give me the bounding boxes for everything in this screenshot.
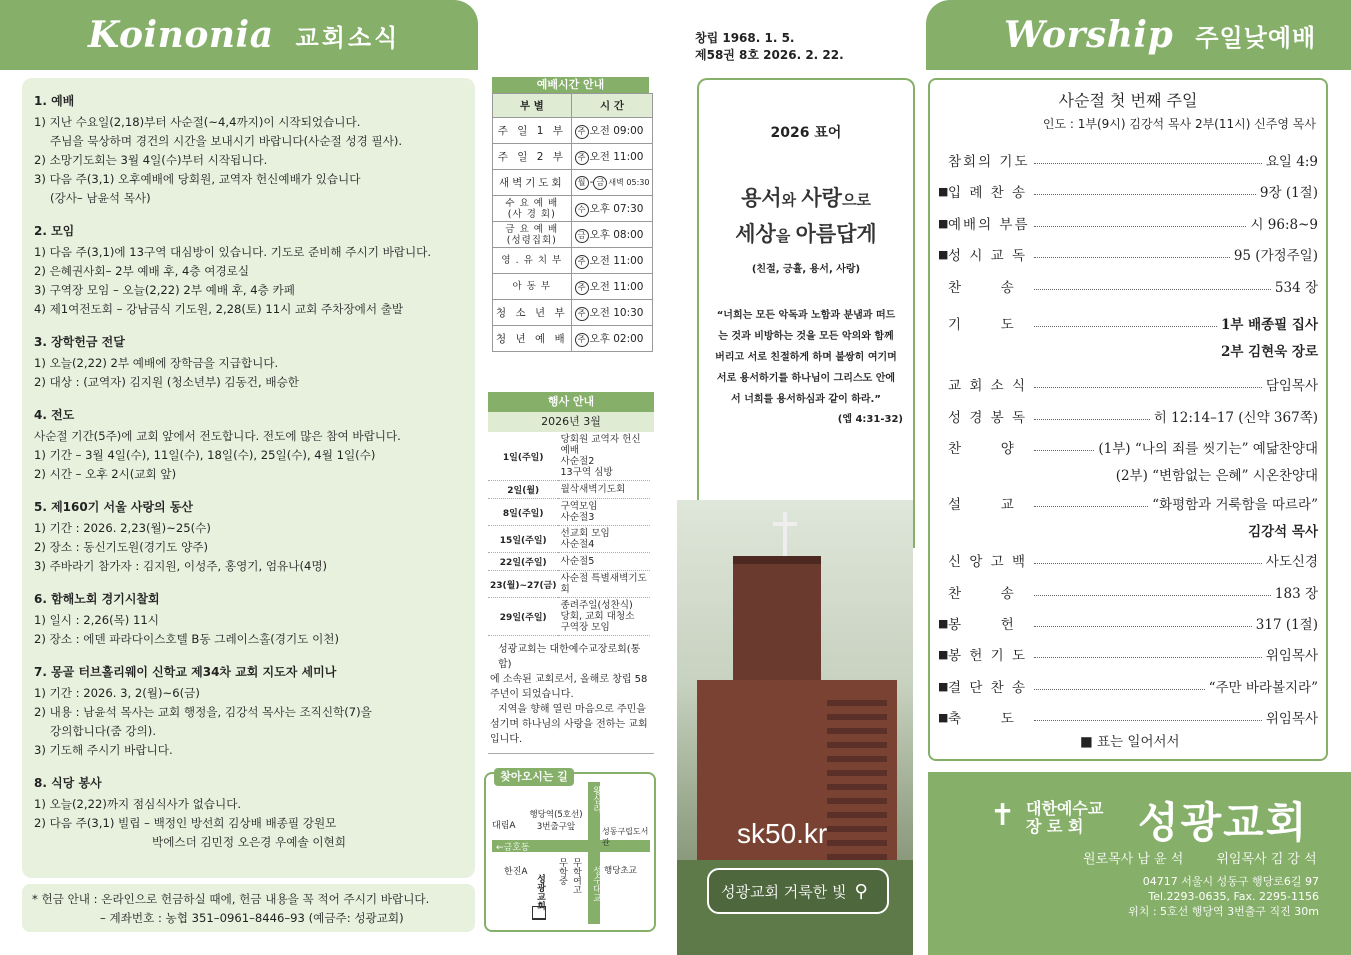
schedule-time: 오전 10:30 (589, 306, 644, 319)
schedule-time: 오후 08:00 (589, 228, 644, 241)
schedule-time-cell (571, 326, 653, 352)
worship-value: 317 (1절) (1255, 617, 1318, 633)
offering-notice (22, 884, 475, 932)
offering-line: * 헌금 안내 : 온라인으로 헌금하실 때에, 헌금 내용을 꼭 적어 주시기 바랍니다. (32, 892, 430, 906)
worship-label: 입 례 찬 송 (948, 185, 1028, 201)
schedule-col-time: 시 간 (571, 94, 653, 118)
koinonia-brand: Koinonia (88, 14, 274, 56)
stand-mark-icon: ■ (938, 616, 949, 630)
map-label-muhak-hs: 무학여고 (571, 858, 581, 894)
map-box (484, 772, 656, 932)
motto-word-love: 사랑 (801, 186, 842, 210)
day-circle-icon: 주 (575, 255, 589, 269)
worship-value: 9장 (1절) (1259, 185, 1318, 201)
worship-value: 위임목사 (1265, 711, 1318, 727)
notice-line: 박에스더 김민정 오은경 우예솔 이현희 (152, 835, 346, 849)
dot-leader (1034, 682, 1205, 690)
worship-row-cont (938, 464, 1318, 484)
search-icon: ⚲ (854, 880, 868, 902)
dot-leader (1034, 499, 1148, 507)
worship-value: 히 12:14–17 (신약 367쪽) (1153, 410, 1318, 426)
dot-leader (1034, 412, 1150, 420)
worship-value: “화평함과 거룩함을 따르라” (1152, 497, 1318, 513)
map-label-station: 행당역(5호선) 3번출구앞 (529, 810, 583, 832)
event-date: 2일(월) (488, 481, 558, 499)
dot-leader (1034, 319, 1217, 327)
worship-row (938, 707, 1318, 727)
day-circle-icon: 주 (575, 125, 589, 139)
schedule-row (493, 326, 653, 352)
church-marker-icon (532, 906, 546, 920)
worship-row (938, 493, 1318, 513)
worship-value: (1부) “나의 죄를 씻기는” 예닮찬양대 (1098, 441, 1318, 457)
notice-line: 1) 지난 수요일(2,18)부터 사순절(~4,4까지)이 시작되었습니다. (34, 115, 361, 129)
event-date: 22일(주일) (488, 553, 558, 571)
events-note-line: 주년이 되었습니다. (490, 689, 574, 700)
notice-line: 1) 기간 : 2026. 3, 2(월)~6(금) (34, 686, 200, 700)
worship-value-2: 2부 김현욱 장로 (1220, 344, 1318, 360)
events-note (488, 642, 654, 754)
schedule-time: 오후 02:00 (589, 332, 644, 345)
notice-line: 1) 오늘(2,22)까지 점심식사가 없습니다. (34, 797, 242, 811)
notice-section (34, 774, 463, 852)
koinonia-header (0, 0, 478, 70)
worship-order (928, 78, 1328, 761)
address (1128, 874, 1319, 919)
event-date: 8일(주일) (488, 499, 558, 526)
worship-row-cont (938, 520, 1318, 540)
event-item: 사순절5 (560, 556, 595, 567)
schedule-row (493, 118, 653, 144)
motto-verse-ref: (엡 4:31-32) (837, 414, 903, 425)
worship-header (926, 0, 1351, 70)
motto-line-2 (699, 218, 913, 248)
day-circle-icon: 주 (575, 281, 589, 295)
worship-row (938, 313, 1318, 333)
offering-account: – 계좌번호 : 농협 351–0961–8446–93 (예금주: 성광교회) (100, 911, 404, 925)
event-item: 당회, 교회 대청소 (560, 611, 635, 622)
schedule-name: 청 년 예 배 (493, 326, 572, 352)
motto-frame (697, 78, 915, 548)
worship-row (938, 406, 1318, 426)
address-line-1: 04717 서울시 성동구 행당로6길 97 (1142, 875, 1319, 888)
notice-title: 8. 식당 봉사 (34, 776, 102, 790)
worship-label: 축 도 (948, 711, 1016, 727)
events-note-line: 입니다. (490, 734, 523, 745)
notice-line: 2) 은혜권사회– 2부 예배 후, 4층 여경로실 (34, 264, 250, 278)
dot-leader (1034, 380, 1262, 388)
map-label-library: 성동구립도서관 (602, 827, 649, 847)
event-row (488, 553, 650, 571)
event-item: 종려주일(성찬식) (560, 600, 633, 611)
events-month: 2026년 3월 (488, 412, 654, 432)
events-note-line: 에 소속된 교회로서, 올해로 창립 58 (490, 674, 648, 685)
event-row (488, 481, 650, 499)
schedule-time-cell (571, 274, 653, 300)
schedule-time-cell (571, 196, 653, 222)
event-items (558, 526, 650, 553)
worship-value: 95 (가정주일) (1233, 248, 1318, 264)
event-items (558, 571, 650, 598)
stand-mark-icon: ■ (938, 647, 949, 661)
worship-label: 신 앙 고 백 (948, 554, 1028, 570)
notice-section (34, 406, 463, 484)
map-label-daerim: 대림A (492, 821, 516, 831)
event-row (488, 526, 650, 553)
schedule-row (493, 170, 653, 196)
church-photo (677, 500, 913, 955)
cross-icon-bar (773, 522, 797, 526)
issue-number: 제58권 8호 2026. 2. 22. (695, 48, 844, 62)
event-item: 사순절3 (560, 512, 595, 523)
schedule-col-name: 부 별 (493, 94, 572, 118)
founding-info (695, 30, 844, 64)
worship-value: 1부 배종필 집사 (1220, 317, 1318, 333)
worship-row (938, 582, 1318, 602)
events-title: 행사 안내 (488, 392, 654, 412)
notice-section (34, 222, 463, 319)
worship-label: 교 회 소 식 (948, 378, 1028, 394)
notice-title: 2. 모임 (34, 224, 75, 238)
schedule-time-cell (571, 170, 653, 196)
stand-mark-icon: ■ (938, 247, 949, 261)
dot-leader (1034, 713, 1262, 721)
event-item: 13구역 심방 (560, 467, 613, 478)
dot-leader (1034, 588, 1271, 596)
day-circle-icon: 수 (575, 203, 589, 217)
stand-note: ■ 표는 일어서서 (1080, 734, 1180, 750)
schedule-row (493, 248, 653, 274)
map-label-muhak-ms: 무학중 (557, 858, 567, 885)
notice-line: 1) 오늘(2,22) 2부 예배에 장학금을 지급합니다. (34, 356, 279, 370)
motto-word-beautiful: 아름답게 (795, 222, 877, 246)
schedule-time-cell (571, 118, 653, 144)
event-item: 당회원 교역자 헌신예배 (560, 434, 641, 456)
notice-section (34, 590, 463, 649)
event-row (488, 598, 650, 636)
motto-sub: (친절, 긍휼, 용서, 사랑) (751, 264, 861, 275)
cross-icon (783, 512, 787, 556)
pastors: 원로목사 남 윤 석 위임목사 김 강 석 (1083, 852, 1317, 867)
schedule-row (493, 274, 653, 300)
schedule-table (492, 93, 653, 352)
schedule-time-cell (571, 248, 653, 274)
schedule-time-cell (571, 222, 653, 248)
event-item: 사순절4 (560, 539, 595, 550)
worship-label: 봉 헌 기 도 (948, 648, 1028, 664)
schedule-row (493, 196, 653, 222)
notice-title: 1. 예배 (34, 94, 75, 108)
map-title: 찾아오시는 길 (494, 768, 574, 786)
worship-schedule (492, 77, 652, 352)
worship-value: “주만 바라볼지라” (1208, 680, 1318, 696)
event-item: 사순절2 (560, 456, 595, 467)
notice-line: 2) 대상 : (교역자) 김지원 (청소년부) 김동건, 배승한 (34, 375, 299, 389)
worship-row (938, 213, 1318, 233)
denomination-line-2: 장 로 회 (1026, 817, 1084, 836)
founded-date: 창립 1968. 1. 5. (695, 31, 795, 45)
event-item: 월삭새벽기도회 (560, 484, 626, 495)
notice-title: 7. 몽골 터브홀리웨이 신학교 제34차 교회 지도자 세미나 (34, 665, 337, 679)
schedule-row (493, 144, 653, 170)
schedule-name: 청 소 년 부 (493, 300, 572, 326)
address-line-3: 위치 : 5호선 행당역 3번출구 직진 30m (1128, 905, 1319, 918)
notice-line: 3) 주바라기 참가자 : 김지원, 이성주, 홍영기, 엄유나(4명) (34, 559, 328, 573)
notice-line: 3) 구역장 모임 – 오늘(2,22) 2부 예배 후, 4층 카페 (34, 283, 295, 297)
map-label-hanjin: 한진A (504, 867, 528, 877)
day-circle-icon: 주 (575, 151, 589, 165)
worship-row (938, 437, 1318, 457)
event-item: 사순절 특별새벽기도회 (560, 573, 647, 595)
notice-title: 6. 함해노회 경기시찰회 (34, 592, 160, 606)
dot-leader (1034, 619, 1252, 627)
schedule-time-cell (571, 144, 653, 170)
event-items (558, 598, 650, 636)
worship-value: 183 장 (1274, 586, 1318, 602)
worship-value: 담임목사 (1265, 378, 1318, 394)
stand-mark-icon: ■ (938, 216, 949, 230)
event-date: 23(월)~27(금) (488, 571, 558, 598)
notice-line: 1) 기간 – 3월 4일(수), 11일(수), 18일(수), 25일(수), 4월 1일(수) (34, 448, 376, 462)
event-date: 29일(주일) (488, 598, 558, 636)
notice-line: 강의합니다(줌 강의). (50, 724, 157, 738)
notice-line: 2) 장소 : 동신기도원(경기도 양주) (34, 540, 208, 554)
motto-particle: 으로 (841, 191, 871, 209)
worship-label: 찬 양 (948, 441, 1016, 457)
day-circle-icon: 주 (575, 333, 589, 347)
notice-line: 2) 내용 : 남윤석 목사는 교회 행정을, 김강석 목사는 조직신학(7)을 (34, 705, 372, 719)
notice-line: 4) 제1여전도회 – 강남금식 기도원, 2,28(토) 11시 교회 주차장에서 출발 (34, 302, 404, 316)
dash: - (589, 175, 594, 188)
site-domain: sk50.kr (737, 818, 828, 849)
stand-mark-icon: ■ (938, 710, 949, 724)
worship-value-2: (2부) “변함없는 은혜” 시온찬양대 (1115, 468, 1318, 484)
map-label-geumho: ←금호동 (496, 843, 530, 853)
worship-row (938, 150, 1318, 170)
day-circle-icon: 주 (575, 307, 589, 321)
worship-row (938, 613, 1318, 633)
schedule-time: 오전 11:00 (589, 150, 644, 163)
notice-line: 사순절 기간(5주)에 교회 앞에서 전도합니다. 전도에 많은 참여 바랍니다. (34, 429, 401, 443)
notice-line: 2) 장소 : 에덴 파라다이스호텔 B동 그레이스홀(경기도 이천) (34, 632, 339, 646)
worship-row (938, 550, 1318, 570)
denomination-line-1: 대한예수교 (1026, 799, 1104, 818)
church-footer (928, 772, 1351, 955)
motto-word-forgive: 용서 (741, 186, 782, 210)
event-items (558, 481, 650, 499)
worship-row-cont (938, 340, 1318, 360)
map-label-seongsu: 성수대교 (591, 866, 601, 902)
event-item: 구역장 모임 (560, 622, 610, 633)
event-item: 구역모임 (560, 501, 598, 512)
notice-section (34, 92, 463, 208)
worship-label: 찬 송 (948, 586, 1016, 602)
schedule-time: 오후 07:30 (589, 202, 644, 215)
search-box[interactable] (707, 868, 889, 914)
schedule-name: 아 동 부 (493, 274, 572, 300)
notice-line: 1) 기간 : 2026. 2,23(월)~25(수) (34, 521, 211, 535)
worship-label: 참회의 기도 (948, 154, 1030, 170)
schedule-name: 주 일 2 부 (493, 144, 572, 170)
worship-value: 시 96:8~9 (1250, 217, 1318, 233)
dot-leader (1034, 219, 1246, 227)
dot-leader (1034, 282, 1271, 290)
events-table (488, 432, 650, 636)
dot-leader (1034, 250, 1230, 258)
event-items (558, 499, 650, 526)
motto-line-1 (699, 182, 913, 212)
worship-row (938, 181, 1318, 201)
denomination (1026, 800, 1103, 836)
worship-value: 요일 4:9 (1265, 154, 1318, 170)
events (488, 392, 654, 754)
motto-particle: 와 (781, 191, 802, 209)
worship-label: 기 도 (948, 317, 1016, 333)
worship-brand: Worship (1004, 14, 1174, 56)
schedule-time-cell (571, 300, 653, 326)
worship-label: 봉 헌 (948, 617, 1016, 633)
motto-word-world: 세상 (735, 222, 776, 246)
worship-row (938, 276, 1318, 296)
notice-title: 4. 전도 (34, 408, 75, 422)
day-circle-icon: 금 (575, 229, 589, 243)
events-note-line: 섬기며 하나님의 사랑을 전하는 교회 (490, 719, 648, 730)
worship-leaders: 인도 : 1부(9시) 김강석 목사 2부(11시) 신주영 목사 (1042, 117, 1316, 131)
church-name: 성광교회 (1138, 798, 1309, 847)
schedule-name: 주 일 1 부 (493, 118, 572, 144)
notice-section (34, 663, 463, 760)
notice-line: 1) 다음 주(3,1)에 13구역 대심방이 있습니다. 기도로 준비해 주시기 바랍니다. (34, 245, 432, 259)
day-circle-icon: 월 (575, 176, 589, 190)
events-note-line: 지역을 향해 열린 마음으로 주민을 (498, 704, 646, 715)
worship-label: 성 시 교 독 (948, 248, 1028, 264)
search-text: 성광교회 거룩한 빛 (721, 882, 847, 901)
events-note-line: 성광교회는 대한예수교장로회(통합) (498, 644, 641, 670)
map-label-church: 성광교회 (535, 874, 545, 910)
schedule-name: 수 요 예 배 (사 경 회) (493, 196, 572, 222)
worship-label: 찬 송 (948, 280, 1016, 296)
event-items (558, 432, 650, 481)
worship-subtitle: 사순절 첫 번째 주일 (1058, 91, 1198, 110)
schedule-time: 오전 11:00 (589, 280, 644, 293)
schedule-time: 오전 11:00 (589, 254, 644, 267)
notice-line: 2) 다음 주(3,1) 빌립 – 백정인 방선희 김상배 배종필 강원모 (34, 816, 337, 830)
worship-value-2: 김강석 목사 (1248, 524, 1318, 540)
worship-row (938, 374, 1318, 394)
notice-line: (강사– 남윤석 목사) (50, 191, 151, 205)
notice-line: 3) 다음 주(3,1) 오후예배에 당회원, 교역자 헌신예배가 있습니다 (34, 172, 361, 186)
schedule-time: 새벽 05:30 (608, 177, 650, 187)
stand-mark-icon: ■ (938, 679, 949, 693)
schedule-row (493, 300, 653, 326)
notices-panel (22, 78, 475, 878)
schedule-name: 영 . 유 치 부 (493, 248, 572, 274)
worship-row (938, 644, 1318, 664)
schedule-row (493, 222, 653, 248)
dot-leader (1034, 443, 1094, 451)
worship-title: 주일낮예배 (1195, 23, 1317, 52)
schedule-name: 새벽기도회 (493, 170, 572, 196)
worship-value: 위임목사 (1265, 648, 1318, 664)
worship-label: 결 단 찬 송 (948, 680, 1028, 696)
event-date: 1일(주일) (488, 432, 558, 481)
stand-mark-icon: ■ (938, 184, 949, 198)
worship-row (938, 676, 1318, 696)
koinonia-title: 교회소식 (295, 23, 401, 52)
dot-leader (1034, 187, 1256, 195)
map-label-school: 행당초교 (604, 866, 637, 876)
notice-section (34, 498, 463, 576)
worship-value: 사도신경 (1265, 554, 1318, 570)
notice-line: 2) 시간 – 오후 2시(교회 앞) (34, 467, 177, 481)
schedule-time: 오전 09:00 (589, 124, 644, 137)
motto-particle: 을 (775, 227, 796, 245)
worship-label: 설 교 (948, 497, 1016, 513)
event-item: 선교회 모임 (560, 528, 610, 539)
notice-section (34, 333, 463, 392)
cross-logo-icon: ✝ (990, 798, 1016, 833)
worship-label: 예배의 부름 (948, 217, 1030, 233)
event-date: 15일(주일) (488, 526, 558, 553)
event-items (558, 553, 650, 571)
motto-verse: “너희는 모든 악독과 노함과 분냄과 떠드는 것과 비방하는 것을 모든 악의와 함께 버리고 서로 친절하게 하며 불쌍히 여기며 서로 용서하기를 하나님이 그리스도 안에서 너희를 용서하심과 같이 하라.” (715, 310, 897, 405)
event-row (488, 432, 650, 481)
notice-title: 3. 장학헌금 전달 (34, 335, 125, 349)
address-line-2: Tel.2293-0635, Fax. 2295-1156 (1148, 890, 1319, 903)
dot-leader (1034, 156, 1262, 164)
dot-leader (1034, 650, 1262, 658)
worship-row (938, 244, 1318, 264)
worship-label: 성 경 봉 독 (948, 410, 1028, 426)
schedule-name: 금 요 예 배 (성령집회) (493, 222, 572, 248)
notice-line: 1) 일시 : 2,26(목) 11시 (34, 613, 159, 627)
schedule-title: 예배시간 안내 (492, 77, 649, 93)
map-label-wangsimni: 왕십리 (591, 786, 601, 813)
motto-year: 2026 표어 (770, 125, 842, 141)
notice-line: 2) 소망기도회는 3월 4일(수)부터 시작됩니다. (34, 153, 268, 167)
notice-line: 주님을 묵상하며 경건의 시간을 보내시기 바랍니다(사순절 성경 필사). (50, 134, 403, 148)
day-circle-icon: 금 (593, 176, 607, 190)
worship-value: 534 장 (1274, 280, 1318, 296)
event-row (488, 499, 650, 526)
event-row (488, 571, 650, 598)
notice-line: 3) 기도해 주시기 바랍니다. (34, 743, 173, 757)
notice-title: 5. 제160기 서울 사랑의 동산 (34, 500, 193, 514)
dot-leader (1034, 556, 1262, 564)
